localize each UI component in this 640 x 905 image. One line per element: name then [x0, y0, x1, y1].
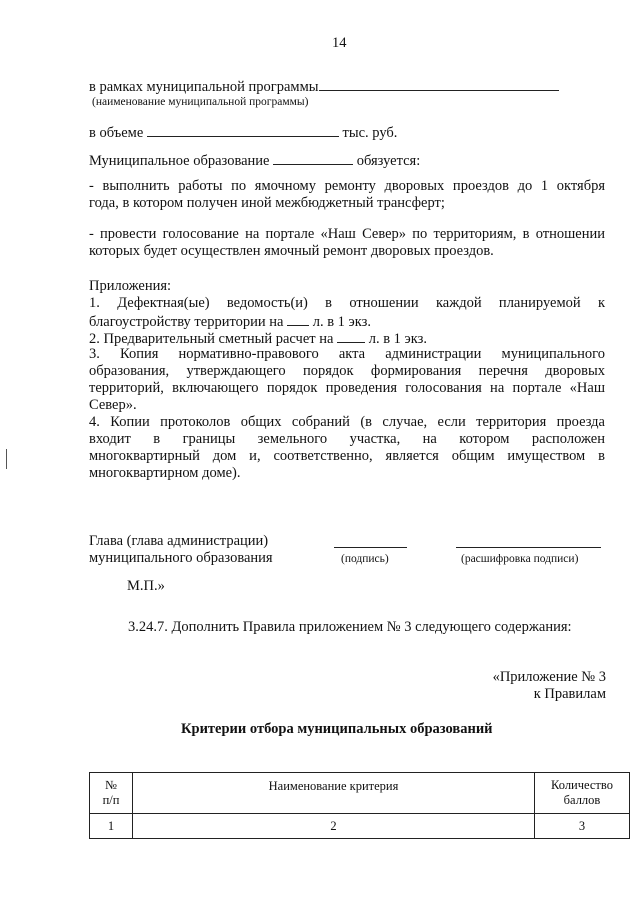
header-number — [90, 773, 133, 814]
table-row — [90, 814, 630, 839]
attachment1-sheets-blank — [287, 312, 309, 326]
attachment4-line1: 4. Копии протоколов общих собраний (в случае, если территория проезда — [89, 414, 605, 430]
volume-label: в объеме — [89, 125, 144, 141]
header-criterion-name: Наименование критерия — [133, 773, 535, 814]
program-name-blank — [319, 77, 559, 91]
signature-label: (подпись) — [341, 553, 389, 565]
attachments-heading: Приложения: — [89, 278, 172, 294]
signature-line — [334, 547, 407, 548]
table-cell-number: 1 — [90, 814, 133, 839]
volume-unit: тыс. руб. — [342, 125, 398, 141]
attachment1-line1: 1. Дефектная(ые) ведомость(и) в отношении каждой планируемой к — [89, 295, 605, 311]
attachment3-line2: образования, утверждающего порядок формирования перечня дворовых — [89, 363, 605, 379]
attachment2-text: 2. Предварительный сметный расчет на — [89, 331, 334, 347]
attachment2-copies: л. в 1 экз. — [368, 331, 427, 347]
obligation-line — [89, 151, 420, 170]
signatory-title-line2: муниципального образования — [89, 550, 273, 566]
attachment4-line3: многоквартирный дом и, соответственно, является общим имуществом в — [89, 448, 605, 464]
obligation-suffix: обязуется: — [356, 153, 421, 169]
bullet1-line2: года, в котором получен иной межбюджетный трансферт; — [89, 195, 445, 211]
municipality-blank — [273, 151, 353, 165]
attachment3-line1: 3. Копия нормативно-правового акта администрации муниципального — [89, 346, 605, 362]
program-line-label: в рамках муниципальной программы — [89, 79, 319, 95]
header-score-line1: Количество — [551, 778, 613, 792]
header-number-line1: № — [105, 778, 117, 792]
volume-line — [89, 123, 397, 142]
program-hint: (наименование муниципальной программы) — [92, 96, 309, 108]
obligation-label: Муниципальное образование — [89, 153, 270, 169]
signature-decode-label: (расшифровка подписи) — [461, 553, 579, 565]
header-number-line2: п/п — [102, 793, 120, 807]
attachment1-text: благоустройству территории на — [89, 314, 284, 330]
signatory-title-line1: Глава (глава администрации) — [89, 533, 269, 549]
attachment1-copies: л. в 1 экз. — [312, 314, 371, 330]
table-cell-score: 3 — [535, 814, 630, 839]
table-header-row — [90, 773, 630, 814]
attachment3-line3: территорий, включающего порядок проведения голосования на портале «Наш — [89, 380, 605, 396]
appendix-line2: к Правилам — [533, 686, 606, 702]
seal-mark: М.П.» — [127, 578, 165, 594]
scan-edge-mark — [6, 449, 7, 469]
page-number: 14 — [332, 35, 347, 51]
signature-decode-line — [456, 547, 601, 548]
amendment-text: 3.24.7. Дополнить Правила приложением № 3 следующего содержания: — [128, 619, 572, 635]
program-line — [89, 77, 559, 96]
bullet2-line1: - провести голосование на портале «Наш Север» по территориям, в отношении — [89, 226, 605, 242]
attachment4-line2: входит в границы земельного участка, на котором расположен — [89, 431, 605, 447]
volume-amount-blank — [147, 123, 339, 137]
header-score — [535, 773, 630, 814]
bullet2-line2: которых будет осуществлен ямочный ремонт дворовых проездов. — [89, 243, 494, 259]
table-cell-name: 2 — [133, 814, 535, 839]
attachment4-line4: многоквартирном доме). — [89, 465, 241, 481]
header-score-line2: баллов — [563, 793, 601, 807]
attachment3-line4: Север». — [89, 397, 137, 413]
attachment2-sheets-blank — [337, 329, 365, 343]
criteria-title: Критерии отбора муниципальных образований — [181, 721, 493, 737]
bullet1-line1: - выполнить работы по ямочному ремонту дворовых проездов до 1 октября — [89, 178, 605, 194]
criteria-table — [89, 772, 630, 839]
appendix-line1: «Приложение № 3 — [492, 669, 606, 685]
